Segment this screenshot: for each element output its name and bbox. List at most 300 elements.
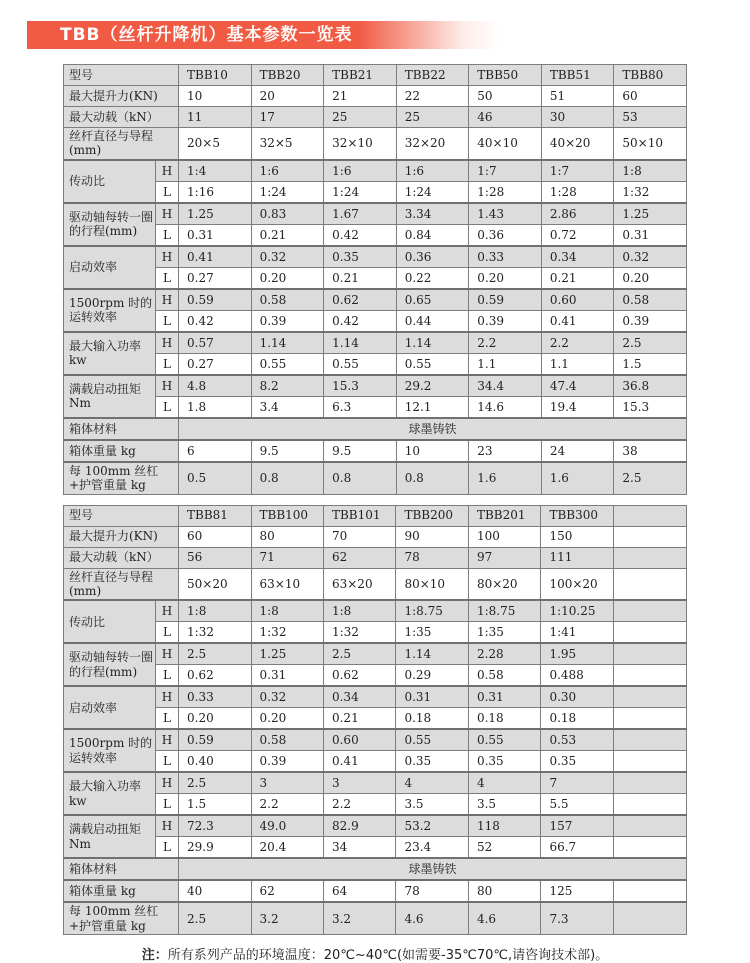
sub-row-h-label: H — [156, 600, 179, 622]
value-cell: TBB81 — [179, 505, 251, 526]
value-cell: 0.41 — [323, 751, 395, 773]
value-cell: 52 — [468, 837, 540, 859]
value-cell: 0.34 — [323, 686, 395, 708]
row-label: 驱动轴每转一圈的行程(mm) — [64, 203, 156, 246]
value-cell: TBB51 — [541, 65, 614, 86]
value-cell: 23.4 — [396, 837, 468, 859]
value-cell: 23 — [469, 440, 542, 462]
value-cell: 63×10 — [251, 568, 323, 600]
value-cell: 4 — [468, 772, 540, 794]
value-cell: 50×20 — [179, 568, 251, 600]
value-cell: 0.58 — [614, 289, 687, 311]
value-cell: 2.2 — [323, 794, 395, 816]
empty-cell — [614, 729, 687, 751]
footnote-text: 所有系列产品的环境温度：20℃~40℃(如需要-35℃70℃,请咨询技术部)。 — [167, 948, 609, 963]
value-cell: 0.20 — [614, 267, 687, 289]
value-cell: 1.1 — [469, 353, 542, 375]
sub-row-l-label: L — [156, 396, 179, 418]
value-cell: 25 — [324, 107, 397, 128]
value-cell: 80 — [251, 526, 323, 547]
table-row — [64, 568, 687, 600]
value-cell: 0.60 — [541, 289, 614, 311]
value-cell: 2.28 — [468, 643, 540, 665]
table-row — [64, 858, 687, 880]
value-cell: TBB201 — [468, 505, 540, 526]
row-label: 传动比 — [64, 160, 156, 203]
table-row — [64, 224, 687, 246]
value-cell: 0.8 — [396, 462, 469, 494]
table-row — [64, 665, 687, 687]
table-row — [64, 772, 687, 794]
value-cell: 0.31 — [396, 686, 468, 708]
row-label: 型号 — [64, 65, 179, 86]
value-cell: 4.6 — [468, 902, 540, 934]
value-cell: 1.8 — [179, 396, 252, 418]
value-cell: 4 — [396, 772, 468, 794]
value-cell: 70 — [323, 526, 395, 547]
table-row — [64, 65, 687, 86]
sub-row-h-label: H — [156, 203, 179, 225]
value-cell: 0.65 — [396, 289, 469, 311]
value-cell: 1:28 — [541, 181, 614, 203]
table-row — [64, 310, 687, 332]
value-cell: 36.8 — [614, 375, 687, 397]
value-cell: 4.6 — [396, 902, 468, 934]
value-cell: 4.8 — [179, 375, 252, 397]
value-cell: 2.5 — [179, 902, 251, 934]
table-row — [64, 794, 687, 816]
value-cell: 24 — [541, 440, 614, 462]
row-label: 箱体材料 — [64, 858, 179, 880]
value-cell: 60 — [614, 86, 687, 107]
value-cell: 1:6 — [251, 160, 324, 182]
value-cell: 1:8 — [251, 600, 323, 622]
row-label: 最大提升力(KN) — [64, 86, 179, 107]
value-cell: 1:8 — [614, 160, 687, 182]
table-row — [64, 643, 687, 665]
table-row — [64, 505, 687, 526]
value-cell: 1:35 — [468, 622, 540, 644]
table-row — [64, 375, 687, 397]
table-row — [64, 686, 687, 708]
value-cell: 90 — [396, 526, 468, 547]
value-cell: 0.20 — [251, 267, 324, 289]
value-cell: 1:24 — [251, 181, 324, 203]
value-cell: 15.3 — [614, 396, 687, 418]
value-cell: 56 — [179, 547, 251, 568]
value-cell: 0.20 — [469, 267, 542, 289]
value-cell: 3.2 — [251, 902, 323, 934]
table-row — [64, 600, 687, 622]
value-cell: 0.33 — [469, 246, 542, 268]
value-cell: 62 — [251, 880, 323, 902]
value-cell: 1.25 — [614, 203, 687, 225]
value-cell: 82.9 — [323, 815, 395, 837]
merged-value-cell: 球墨铸铁 — [179, 858, 687, 880]
value-cell: 78 — [396, 547, 468, 568]
value-cell: 66.7 — [541, 837, 614, 859]
spec-table-1 — [63, 64, 687, 495]
value-cell: 0.27 — [179, 267, 252, 289]
sub-row-l-label: L — [156, 837, 179, 859]
value-cell: 3 — [323, 772, 395, 794]
row-label: 1500rpm 时的运转效率 — [64, 289, 156, 332]
value-cell: 34 — [323, 837, 395, 859]
value-cell: 0.33 — [179, 686, 251, 708]
value-cell: TBB22 — [396, 65, 469, 86]
value-cell: 1:24 — [324, 181, 397, 203]
value-cell: 0.55 — [251, 353, 324, 375]
value-cell: 1.14 — [396, 332, 469, 354]
value-cell: 1.14 — [251, 332, 324, 354]
empty-cell — [614, 643, 687, 665]
value-cell: TBB10 — [179, 65, 252, 86]
row-label: 最大输入功率 kw — [64, 772, 156, 815]
merged-value-cell: 球墨铸铁 — [179, 418, 687, 440]
table-row — [64, 107, 687, 128]
value-cell: 1.14 — [396, 643, 468, 665]
value-cell: 1.67 — [324, 203, 397, 225]
table-row — [64, 128, 687, 160]
value-cell: 1.43 — [469, 203, 542, 225]
table-row — [64, 526, 687, 547]
value-cell: 0.72 — [541, 224, 614, 246]
table-row — [64, 622, 687, 644]
value-cell: 0.55 — [324, 353, 397, 375]
value-cell: 0.40 — [179, 751, 251, 773]
value-cell: 53 — [614, 107, 687, 128]
value-cell: TBB100 — [251, 505, 323, 526]
empty-cell — [614, 547, 687, 568]
empty-cell — [614, 880, 687, 902]
value-cell: 0.58 — [468, 665, 540, 687]
value-cell: 49.0 — [251, 815, 323, 837]
value-cell: 2.86 — [541, 203, 614, 225]
value-cell: 0.55 — [396, 729, 468, 751]
value-cell: 62 — [323, 547, 395, 568]
value-cell: 0.18 — [541, 708, 614, 730]
row-label: 最大输入功率 kw — [64, 332, 156, 375]
sub-row-h-label: H — [156, 332, 179, 354]
sub-row-h-label: H — [156, 729, 179, 751]
value-cell: 0.39 — [251, 751, 323, 773]
value-cell: 0.58 — [251, 289, 324, 311]
value-cell: 1:6 — [396, 160, 469, 182]
row-label: 驱动轴每转一圈的行程(mm) — [64, 643, 156, 686]
value-cell: 0.27 — [179, 353, 252, 375]
empty-cell — [614, 902, 687, 934]
value-cell: 0.8 — [324, 462, 397, 494]
value-cell: 1:24 — [396, 181, 469, 203]
value-cell: 0.5 — [179, 462, 252, 494]
value-cell: 97 — [468, 547, 540, 568]
value-cell: 9.5 — [324, 440, 397, 462]
value-cell: 118 — [468, 815, 540, 837]
value-cell: 64 — [323, 880, 395, 902]
row-label: 箱体材料 — [64, 418, 179, 440]
table-row — [64, 440, 687, 462]
value-cell: 40 — [179, 880, 251, 902]
sub-row-h-label: H — [156, 643, 179, 665]
value-cell: 0.21 — [251, 224, 324, 246]
value-cell: 2.2 — [469, 332, 542, 354]
value-cell: 2.5 — [323, 643, 395, 665]
value-cell: 0.31 — [614, 224, 687, 246]
value-cell: 1:8 — [179, 600, 251, 622]
value-cell: 100 — [468, 526, 540, 547]
value-cell: 6.3 — [324, 396, 397, 418]
value-cell: 47.4 — [541, 375, 614, 397]
value-cell: 1:10.25 — [541, 600, 614, 622]
row-label: 最大动载（kN） — [64, 107, 179, 128]
table-row — [64, 729, 687, 751]
value-cell: 0.35 — [396, 751, 468, 773]
value-cell: TBB300 — [541, 505, 614, 526]
row-label: 启动效率 — [64, 686, 156, 729]
row-label: 启动效率 — [64, 246, 156, 289]
value-cell: 1.5 — [179, 794, 251, 816]
value-cell: 10 — [179, 86, 252, 107]
value-cell: 3.34 — [396, 203, 469, 225]
value-cell: 0.60 — [323, 729, 395, 751]
value-cell: 40×20 — [541, 128, 614, 160]
value-cell: 150 — [541, 526, 614, 547]
value-cell: 0.32 — [251, 686, 323, 708]
value-cell: 100×20 — [541, 568, 614, 600]
table-row — [64, 332, 687, 354]
value-cell: 0.55 — [468, 729, 540, 751]
spec-tables — [63, 64, 687, 935]
value-cell: 0.20 — [179, 708, 251, 730]
value-cell: 0.21 — [324, 267, 397, 289]
value-cell: TBB21 — [324, 65, 397, 86]
value-cell: 20 — [251, 86, 324, 107]
empty-cell — [614, 772, 687, 794]
sub-row-h-label: H — [156, 160, 179, 182]
sub-row-l-label: L — [156, 310, 179, 332]
value-cell: 0.32 — [251, 246, 324, 268]
value-cell: 17 — [251, 107, 324, 128]
row-label: 满载启动扭矩 Nm — [64, 815, 156, 858]
value-cell: 30 — [541, 107, 614, 128]
value-cell: 2.5 — [614, 332, 687, 354]
empty-cell — [614, 505, 687, 526]
value-cell: 20.4 — [251, 837, 323, 859]
sub-row-l-label: L — [156, 665, 179, 687]
value-cell: 3 — [251, 772, 323, 794]
table-row — [64, 708, 687, 730]
row-label: 每 100mm 丝杠+护管重量 kg — [64, 462, 179, 494]
value-cell: 0.83 — [251, 203, 324, 225]
value-cell: 1:8.75 — [468, 600, 540, 622]
value-cell: 20×5 — [179, 128, 252, 160]
value-cell: 0.31 — [179, 224, 252, 246]
sub-row-l-label: L — [156, 267, 179, 289]
value-cell: 0.59 — [179, 289, 252, 311]
value-cell: 1.5 — [614, 353, 687, 375]
value-cell: 0.31 — [251, 665, 323, 687]
value-cell: 0.42 — [324, 224, 397, 246]
table-row — [64, 418, 687, 440]
value-cell: 78 — [396, 880, 468, 902]
value-cell: 0.53 — [541, 729, 614, 751]
footnote — [63, 944, 687, 963]
title-banner — [27, 21, 500, 49]
sub-row-l-label: L — [156, 224, 179, 246]
table-row — [64, 246, 687, 268]
value-cell: 3.2 — [323, 902, 395, 934]
value-cell: 53.2 — [396, 815, 468, 837]
empty-cell — [614, 837, 687, 859]
value-cell: 80×10 — [396, 568, 468, 600]
sub-row-l-label: L — [156, 181, 179, 203]
value-cell: 51 — [541, 86, 614, 107]
value-cell: 22 — [396, 86, 469, 107]
value-cell: 71 — [251, 547, 323, 568]
table-row — [64, 396, 687, 418]
empty-cell — [614, 526, 687, 547]
value-cell: 50×10 — [614, 128, 687, 160]
value-cell: 1:8 — [323, 600, 395, 622]
row-label: 箱体重量 kg — [64, 880, 179, 902]
value-cell: 0.42 — [179, 310, 252, 332]
sub-row-l-label: L — [156, 751, 179, 773]
value-cell: 60 — [179, 526, 251, 547]
row-label: 丝杆直径与导程(mm) — [64, 128, 179, 160]
value-cell: 19.4 — [541, 396, 614, 418]
sub-row-l-label: L — [156, 794, 179, 816]
sub-row-h-label: H — [156, 686, 179, 708]
value-cell: 32×5 — [251, 128, 324, 160]
value-cell: 0.18 — [468, 708, 540, 730]
value-cell: 14.6 — [469, 396, 542, 418]
value-cell: 0.8 — [251, 462, 324, 494]
value-cell: 0.34 — [541, 246, 614, 268]
table-row — [64, 203, 687, 225]
value-cell: 0.32 — [614, 246, 687, 268]
sub-row-h-label: H — [156, 289, 179, 311]
value-cell: 0.57 — [179, 332, 252, 354]
row-label: 型号 — [64, 505, 179, 526]
value-cell: 0.36 — [396, 246, 469, 268]
value-cell: 0.488 — [541, 665, 614, 687]
value-cell: 0.30 — [541, 686, 614, 708]
row-label: 每 100mm 丝杠+护管重量 kg — [64, 902, 179, 934]
row-label: 满载启动扭矩 Nm — [64, 375, 156, 418]
value-cell: 1:4 — [179, 160, 252, 182]
spec-table-2 — [63, 505, 687, 936]
value-cell: 80×20 — [468, 568, 540, 600]
row-label: 最大提升力(KN) — [64, 526, 179, 547]
value-cell: 1:32 — [614, 181, 687, 203]
value-cell: 5.5 — [541, 794, 614, 816]
row-label: 箱体重量 kg — [64, 440, 179, 462]
value-cell: 1:28 — [469, 181, 542, 203]
value-cell: 0.22 — [396, 267, 469, 289]
value-cell: 3.4 — [251, 396, 324, 418]
value-cell: 1:8.75 — [396, 600, 468, 622]
value-cell: 21 — [324, 86, 397, 107]
value-cell: 0.62 — [179, 665, 251, 687]
value-cell: 1.14 — [324, 332, 397, 354]
table-row — [64, 880, 687, 902]
value-cell: 25 — [396, 107, 469, 128]
value-cell: 9.5 — [251, 440, 324, 462]
value-cell: 12.1 — [396, 396, 469, 418]
value-cell: 1.6 — [541, 462, 614, 494]
empty-cell — [614, 708, 687, 730]
value-cell: 1.25 — [251, 643, 323, 665]
value-cell: 0.84 — [396, 224, 469, 246]
row-label: 传动比 — [64, 600, 156, 643]
value-cell: 0.20 — [251, 708, 323, 730]
table-row — [64, 837, 687, 859]
value-cell: 0.31 — [468, 686, 540, 708]
value-cell: 0.36 — [469, 224, 542, 246]
value-cell: 0.59 — [469, 289, 542, 311]
value-cell: 1:32 — [179, 622, 251, 644]
row-label: 丝杆直径与导程(mm) — [64, 568, 179, 600]
empty-cell — [614, 751, 687, 773]
value-cell: 3.5 — [468, 794, 540, 816]
sub-row-h-label: H — [156, 246, 179, 268]
footnote-prefix: 注： — [141, 948, 168, 963]
table-row — [64, 86, 687, 107]
table-row — [64, 160, 687, 182]
value-cell: 1:32 — [323, 622, 395, 644]
value-cell: 1.25 — [179, 203, 252, 225]
value-cell: 0.55 — [396, 353, 469, 375]
value-cell: 7 — [541, 772, 614, 794]
value-cell: 0.59 — [179, 729, 251, 751]
value-cell: 0.18 — [396, 708, 468, 730]
value-cell: 0.35 — [468, 751, 540, 773]
table-row — [64, 462, 687, 494]
value-cell: 6 — [179, 440, 252, 462]
value-cell: 3.5 — [396, 794, 468, 816]
empty-cell — [614, 622, 687, 644]
value-cell: 2.2 — [251, 794, 323, 816]
table-row — [64, 267, 687, 289]
table-row — [64, 751, 687, 773]
value-cell: 1.6 — [469, 462, 542, 494]
value-cell: 0.41 — [179, 246, 252, 268]
value-cell: 0.39 — [614, 310, 687, 332]
value-cell: 111 — [541, 547, 614, 568]
value-cell: 63×20 — [323, 568, 395, 600]
value-cell: 1.1 — [541, 353, 614, 375]
value-cell: 46 — [469, 107, 542, 128]
value-cell: 0.39 — [469, 310, 542, 332]
value-cell: 32×10 — [324, 128, 397, 160]
sub-row-l-label: L — [156, 353, 179, 375]
value-cell: 15.3 — [324, 375, 397, 397]
empty-cell — [614, 665, 687, 687]
table-row — [64, 815, 687, 837]
value-cell: 125 — [541, 880, 614, 902]
sub-row-h-label: H — [156, 815, 179, 837]
sub-row-h-label: H — [156, 375, 179, 397]
value-cell: TBB80 — [614, 65, 687, 86]
value-cell: 0.39 — [251, 310, 324, 332]
sub-row-h-label: H — [156, 772, 179, 794]
value-cell: 0.62 — [323, 665, 395, 687]
value-cell: 34.4 — [469, 375, 542, 397]
value-cell: 0.62 — [324, 289, 397, 311]
value-cell: 0.42 — [324, 310, 397, 332]
table-row — [64, 902, 687, 934]
value-cell: 157 — [541, 815, 614, 837]
